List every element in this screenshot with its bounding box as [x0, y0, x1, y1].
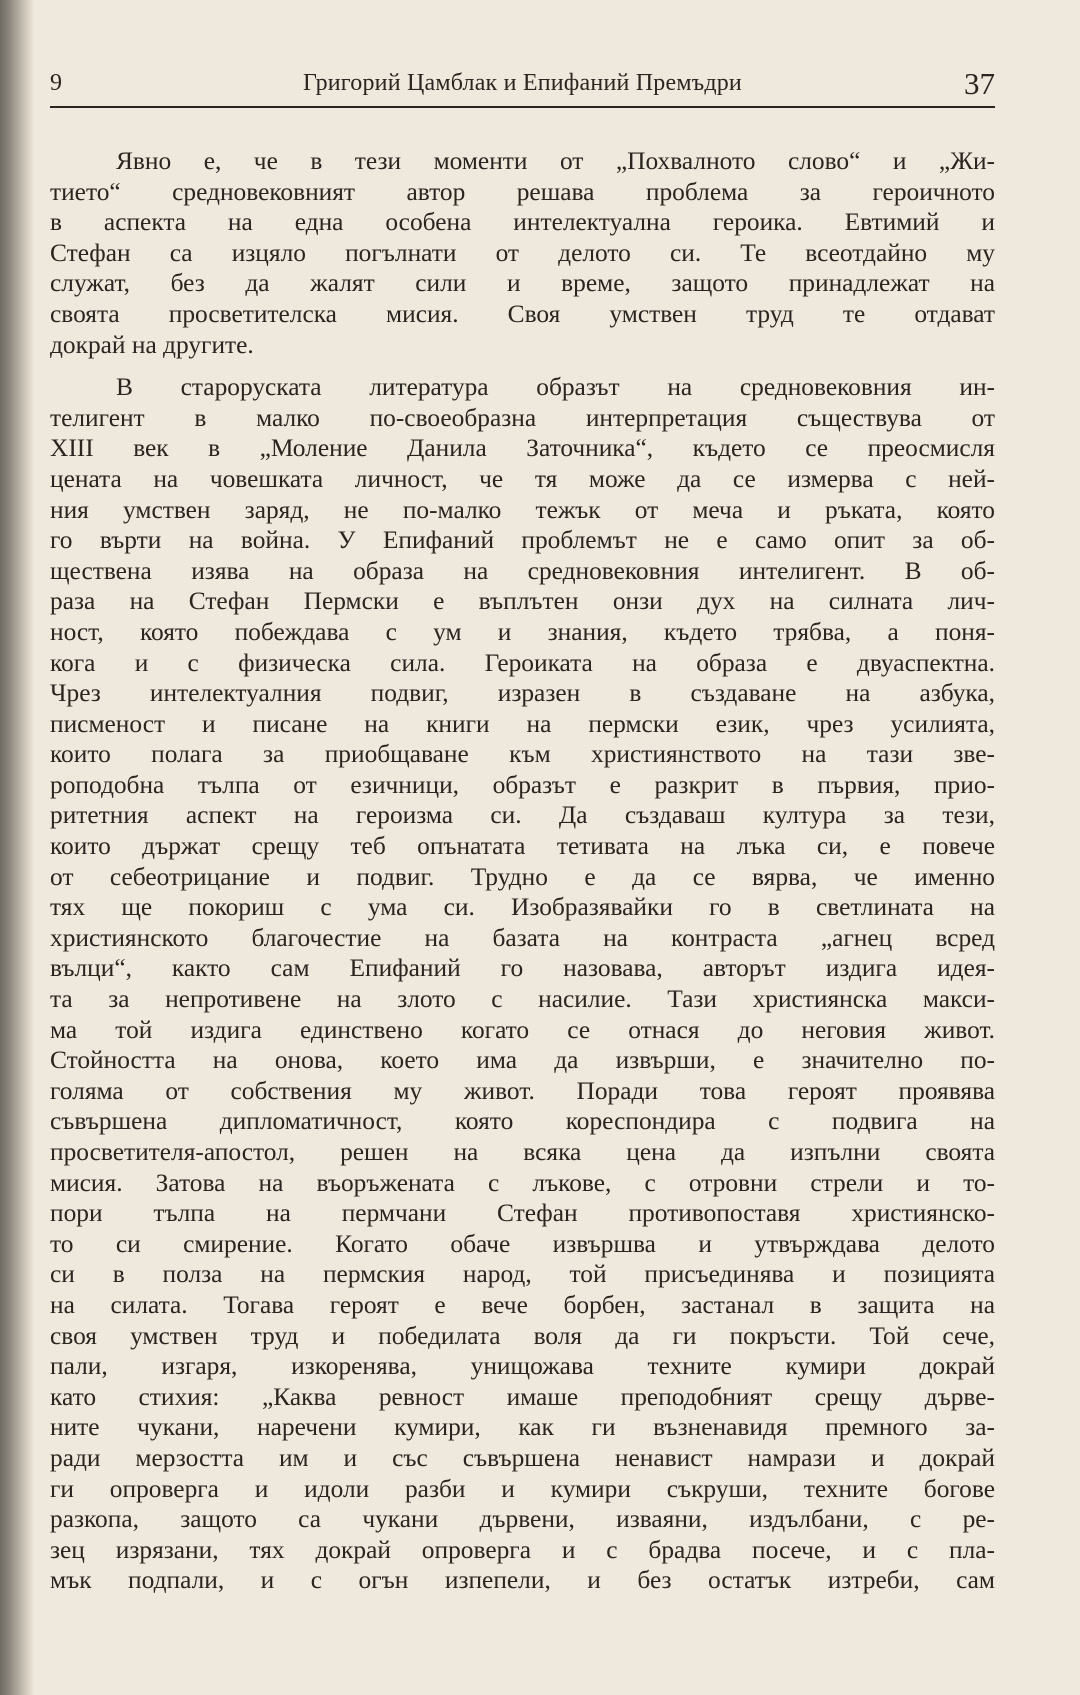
text-line: в аспекта на една особена интелектуална героика. Евтимий и [50, 208, 995, 237]
text-line: докрай на другите. [50, 330, 254, 359]
paragraph [50, 146, 995, 360]
text-line: та за непротивене на злото с насилие. Тази християнска макси- [50, 985, 995, 1014]
text-line: разкопа, защото са чукани дървени, изваяни, издълбани, с ре- [50, 1505, 995, 1534]
text-line: християнското благочестие на базата на контраста „агнец всред [50, 923, 995, 952]
text-line: зец изрязани, тях докрай опроверга и с брадва посече, и с пла- [50, 1535, 995, 1564]
text-line: които полага за приобщаване към християнството на тази зве- [50, 740, 995, 769]
running-head [50, 68, 995, 104]
text-line: вълци“, както сам Епифаний го назовава, авторът издига идея- [50, 954, 995, 983]
text-line: ните чукани, наречени кумири, как ги възненавидя премного за- [50, 1413, 995, 1442]
text-line: от себеотрицание и подвиг. Трудно е да се вярва, че именно [50, 862, 995, 891]
text-line: служат, без да жалят сили и време, защото принадлежат на [50, 269, 995, 298]
text-line: Стефан са изцяло погълнати от делото си. Те всеотдайно му [50, 238, 995, 267]
text-line: раза на Стефан Пермски е въплътен онзи дух на силната лич- [50, 587, 995, 616]
text-line: телигент в малко по-своеобразна интерпретация съществува от [50, 403, 995, 432]
text-line: Явно е, че в тези моменти от „Похвалното слово“ и „Жи- [116, 147, 995, 175]
text-line: роподобна тълпа от езичници, образът е разкрит в първия, прио- [50, 770, 995, 799]
running-title: Григорий Цамблак и Епифаний Премъдри [303, 70, 742, 96]
text-line: Стойността на онова, което има да извърши, е значително по- [50, 1046, 995, 1075]
text-line: ради мерзостта им и със съвършена ненавист намрази и докрай [50, 1443, 995, 1472]
text-line: които държат срещу теб опънатата тетивата на лъка си, е повече [50, 832, 995, 861]
text-line: ритетния аспект на героизма си. Да създаваш култура за тези, [50, 801, 995, 830]
text-line: цената на човешката личност, че тя може да се измерва с ней- [50, 464, 995, 493]
page-number: 37 [964, 66, 995, 101]
text-line: писменост и писане на книги на пермски език, чрез усилията, [50, 709, 995, 738]
text-line: Чрез интелектуалния подвиг, изразен в създаване на азбука, [50, 679, 995, 708]
text-line: своята просветителска мисия. Своя умствен труд те отдават [50, 299, 995, 328]
text-line: просветителя-апостол, решен на всяка цена да изпълни своята [50, 1138, 995, 1166]
text-line: си в полза на пермския народ, той присъединява и позицията [50, 1260, 995, 1289]
book-spine-shadow [0, 0, 34, 1695]
text-line: пори тълпа на пермчани Стефан противопоставя християнско- [50, 1199, 995, 1228]
text-line: съвършена дипломатичност, която кореспондира с подвига на [50, 1107, 995, 1136]
text-line: ност, която побеждава с ум и знания, където трябва, а поня- [50, 617, 995, 646]
text-line: ма той издига единствено когато се отнася до неговия живот. [50, 1015, 995, 1044]
signature-mark: 9 [50, 70, 62, 96]
text-line: ществена изява на образа на средновековния интелигент. В об- [50, 556, 995, 585]
text-line: ги опроверга и идоли разби и кумири съкруши, техните богове [50, 1474, 995, 1503]
text-line: пали, изгаря, изкоренява, унищожава техните кумири докрай [50, 1352, 995, 1381]
text-line: голяма от собствения му живот. Поради това героят проявява [50, 1076, 995, 1105]
text-line: В староруската литература образът на средновековния ин- [116, 373, 995, 402]
header-rule [50, 106, 995, 108]
text-line: то си смирение. Когато обаче извършва и утвърждава делото [50, 1229, 995, 1258]
book-page [50, 0, 1050, 1695]
text-line: на силата. Тогава героят е вече борбен, застанал в защита на [50, 1290, 995, 1319]
text-line: тието“ средновековният автор решава проблема за героичното [50, 177, 995, 206]
text-line: тях ще покориш с ума си. Изобразявайки го в светлината на [50, 893, 995, 922]
text-line: своя умствен труд и победилата воля да ги покръсти. Той сече, [50, 1321, 995, 1350]
text-line: ния умствен заряд, не по-малко тежък от меча и ръката, която [50, 495, 995, 524]
text-line: като стихия: „Каква ревност имаше преподобният срещу дърве- [50, 1382, 995, 1411]
text-line: мък подпали, и с огън изпепели, и без остатък изтреби, сам [50, 1566, 995, 1595]
text-line: XIII век в „Моление Данила Заточника“, където се преосмисля [50, 434, 995, 463]
text-line: го върти на война. У Епифаний проблемът не е само опит за об- [50, 526, 995, 555]
text-line: кога и с физическа сила. Героиката на образа е двуаспектна. [50, 648, 995, 677]
text-line: мисия. Затова на въоръжената с лъкове, с отровни стрели и то- [50, 1168, 995, 1197]
body-text [50, 146, 995, 1596]
paragraph-gap [50, 360, 995, 372]
paragraph [50, 372, 995, 1596]
